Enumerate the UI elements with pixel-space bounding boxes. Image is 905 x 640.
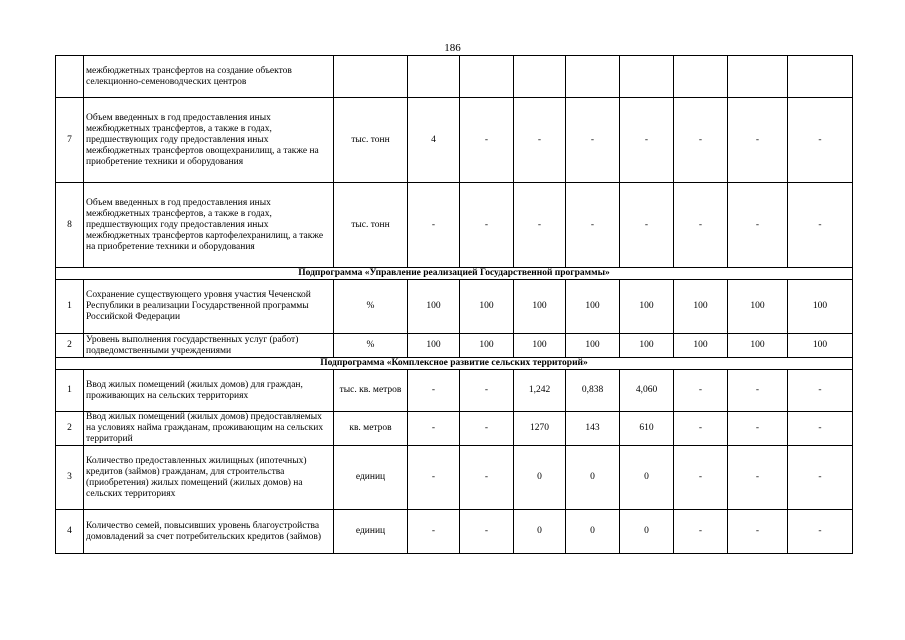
table-body [56, 56, 853, 554]
value-cell: - [788, 183, 853, 268]
row-number: 2 [56, 412, 84, 446]
value-cell [566, 56, 620, 98]
value-cell: - [514, 183, 566, 268]
value-cell: 100 [514, 280, 566, 334]
value-cell [620, 56, 674, 98]
value-cell [460, 56, 514, 98]
value-cell: 100 [460, 334, 514, 358]
value-cell: - [728, 412, 788, 446]
indicator-name: Объем введенных в год предоставления иных межбюджетных трансфертов, а также в годах, предшествующих году предоставления иных межбюджетных трансфертов овощехранилищ, а также на приобретение техники и оборудования [84, 98, 334, 183]
value-cell [408, 56, 460, 98]
unit-cell: тыс. тонн [334, 98, 408, 183]
value-cell: - [788, 446, 853, 510]
value-cell: 100 [460, 280, 514, 334]
row-number: 8 [56, 183, 84, 268]
value-cell: - [514, 98, 566, 183]
indicator-name: межбюджетных трансфертов на создание объектов селекционно-семеноводческих центров [84, 56, 334, 98]
value-cell: - [728, 370, 788, 412]
value-cell: - [728, 183, 788, 268]
indicator-name: Ввод жилых помещений (жилых домов) предоставляемых на условиях найма гражданам, проживающим на сельских территорий [84, 412, 334, 446]
value-cell: 1270 [514, 412, 566, 446]
unit-cell: кв. метров [334, 412, 408, 446]
unit-cell: единиц [334, 446, 408, 510]
unit-cell: тыс. тонн [334, 183, 408, 268]
value-cell: - [788, 98, 853, 183]
value-cell: - [788, 412, 853, 446]
value-cell: 100 [620, 334, 674, 358]
value-cell: - [408, 183, 460, 268]
value-cell: - [788, 370, 853, 412]
value-cell: 100 [788, 280, 853, 334]
value-cell: 610 [620, 412, 674, 446]
unit-cell: % [334, 334, 408, 358]
value-cell [674, 56, 728, 98]
row-number: 2 [56, 334, 84, 358]
value-cell: - [674, 98, 728, 183]
row-number: 7 [56, 98, 84, 183]
value-cell: - [460, 98, 514, 183]
table-row [56, 446, 853, 510]
indicator-name: Количество предоставленных жилищных (ипотечных) кредитов (займов) гражданам, для строительства (приобретения) жилых помещений (жилых домов) на сельских территориях [84, 446, 334, 510]
value-cell: 100 [514, 334, 566, 358]
value-cell: - [460, 183, 514, 268]
table-row [56, 510, 853, 554]
indicator-name: Ввод жилых помещений (жилых домов) для граждан, проживающих на сельских территориях [84, 370, 334, 412]
value-cell: - [460, 412, 514, 446]
value-cell [728, 56, 788, 98]
value-cell: - [674, 183, 728, 268]
value-cell: 0 [566, 446, 620, 510]
value-cell: - [460, 446, 514, 510]
indicators-table [55, 55, 853, 554]
value-cell: 0 [514, 446, 566, 510]
indicator-name: Объем введенных в год предоставления иных межбюджетных трансфертов, а также в годах, предшествующих году предоставления иных межбюджетных трансфертов картофелехранилищ, а также на приобретение техники и оборудования [84, 183, 334, 268]
indicator-name: Уровень выполнения государственных услуг (работ) подведомственными учреждениями [84, 334, 334, 358]
table-row [56, 280, 853, 334]
unit-cell [334, 56, 408, 98]
value-cell: 1,242 [514, 370, 566, 412]
value-cell: 4 [408, 98, 460, 183]
subprogram-title: Подпрограмма «Комплексное развитие сельских территорий» [56, 358, 853, 370]
indicator-name: Количество семей, повысивших уровень благоустройства домовладений за счет потребительских кредитов (займов) [84, 510, 334, 554]
value-cell: - [674, 446, 728, 510]
value-cell: 0 [620, 446, 674, 510]
value-cell: 143 [566, 412, 620, 446]
value-cell: - [674, 412, 728, 446]
value-cell: 100 [566, 280, 620, 334]
value-cell: - [460, 370, 514, 412]
value-cell: 4,060 [620, 370, 674, 412]
value-cell: - [788, 510, 853, 554]
unit-cell: единиц [334, 510, 408, 554]
indicator-name: Сохранение существующего уровня участия Чеченской Республики в реализации Государственной программы Российской Федерации [84, 280, 334, 334]
value-cell: - [728, 446, 788, 510]
value-cell: - [728, 98, 788, 183]
table-row [56, 56, 853, 98]
value-cell: 100 [728, 334, 788, 358]
value-cell: 0,838 [566, 370, 620, 412]
subprogram-title: Подпрограмма «Управление реализацией Государственной программы» [56, 268, 853, 280]
section-header-row [56, 358, 853, 370]
table-row [56, 334, 853, 358]
value-cell: 100 [620, 280, 674, 334]
row-number: 1 [56, 280, 84, 334]
value-cell: - [460, 510, 514, 554]
value-cell: 100 [728, 280, 788, 334]
value-cell: - [674, 510, 728, 554]
table-row [56, 98, 853, 183]
row-number: 1 [56, 370, 84, 412]
section-header-row [56, 268, 853, 280]
value-cell: - [620, 183, 674, 268]
row-number: 4 [56, 510, 84, 554]
value-cell: - [566, 98, 620, 183]
page-number: 186 [444, 42, 461, 54]
unit-cell: % [334, 280, 408, 334]
value-cell: 100 [674, 280, 728, 334]
row-number [56, 56, 84, 98]
value-cell: - [728, 510, 788, 554]
value-cell: 0 [620, 510, 674, 554]
value-cell: - [408, 370, 460, 412]
value-cell: - [674, 370, 728, 412]
value-cell: - [408, 510, 460, 554]
value-cell: 100 [408, 334, 460, 358]
table-row [56, 183, 853, 268]
table-row [56, 370, 853, 412]
value-cell [788, 56, 853, 98]
unit-cell: тыс. кв. метров [334, 370, 408, 412]
value-cell: 100 [788, 334, 853, 358]
value-cell [514, 56, 566, 98]
value-cell: 0 [566, 510, 620, 554]
value-cell: 100 [674, 334, 728, 358]
value-cell: 100 [566, 334, 620, 358]
value-cell: - [620, 98, 674, 183]
value-cell: - [408, 412, 460, 446]
table-row [56, 412, 853, 446]
value-cell: 100 [408, 280, 460, 334]
value-cell: - [566, 183, 620, 268]
value-cell: 0 [514, 510, 566, 554]
value-cell: - [408, 446, 460, 510]
row-number: 3 [56, 446, 84, 510]
